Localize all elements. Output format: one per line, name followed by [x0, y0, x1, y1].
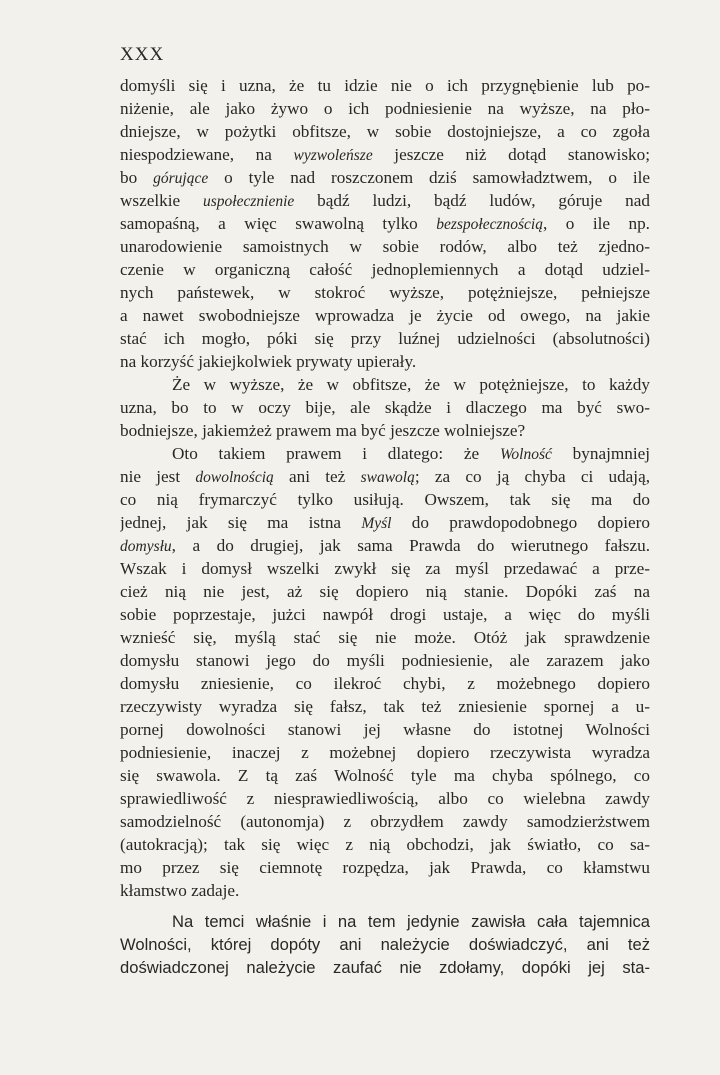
text-line: uzna, bo to w oczy bije, ale skądże i dlaczego ma być swo- [120, 398, 650, 417]
text-line: bo górujące o tyle nad roszczonem dziś samowładztwem, o ile [120, 168, 650, 187]
text-line: domysłu zniesienie, co ilekroć chybi, z możebnego dopiero [120, 674, 650, 693]
text-line: doświadczonej należycie zaufać nie zdołamy, dopóki jej sta- [120, 958, 650, 977]
text-line: niespodziewane, na wyzwoleńsze jeszcze niż dotąd stanowisko; [120, 145, 650, 164]
text-line: unarodowienie samoistnych w sobie rodów, albo też zjedno- [120, 237, 650, 256]
text-line: samodzielność (autonomja) z obrzydłem zawdy samodzierżstwem [120, 812, 650, 831]
text-line: Że w wyższe, że w obfitsze, że w potężniejsze, to każdy [172, 375, 650, 394]
text-line: domysłu, a do drugiej, jak sama Prawda do wierutnego fałszu. [120, 536, 650, 555]
text-line: wznieść się, myślą stać się nie może. Otóż jak sprawdzenie [120, 628, 650, 647]
text-line: stać ich mogło, póki się przy luźnej udzielności (absolutności) [120, 329, 650, 348]
text-line: pornej dowolności stanowi jej własne do istotnej Wolności [120, 720, 650, 739]
text-line: podniesienie, inaczej z możebnej dopiero rzeczywista wyradza [120, 743, 650, 762]
text-line: Wolności, której dopóty ani należycie doświadczyć, ani też [120, 935, 650, 954]
text-line: kłamstwo zadaje. [120, 881, 240, 900]
text-line: Wszak i domysł wszelki zwykł się za myśl przedawać a prze- [120, 559, 650, 578]
text-line: nie jest dowolnością ani też swawolą; za co ją chyba ci udają, [120, 467, 650, 486]
text-line: dniejsze, w pożytki obfitsze, w sobie dostojniejsze, a co zgoła [120, 122, 650, 141]
text-line: czenie w organiczną całość jednoplemiennych a dotąd udziel- [120, 260, 650, 279]
text-line: (autokracją); tak się więc z nią obchodzi, jak światło, co sa- [120, 835, 650, 854]
text-line: a nawet swobodniejsze wprowadza je życie od owego, na jakie [120, 306, 650, 325]
text-line: samopaśną, a więc swawolną tylko bezspołecznością, o ile np. [120, 214, 650, 233]
text-line: cież nią nie jest, aż się dopiero nią stanie. Dopóki zaś na [120, 582, 650, 601]
text-line: mo przez się ciemnotę rozpędza, jak Prawda, co kłamstwu [120, 858, 650, 877]
text-line: domyśli się i uzna, że tu idzie nie o ich przygnębienie lub po- [120, 76, 650, 95]
text-line: nych państewek, w stokroć wyższe, potężniejsze, pełniejsze [120, 283, 650, 302]
text-line: się swawola. Z tą zaś Wolność tyle ma chyba spólnego, co [120, 766, 650, 785]
body-text [120, 74, 650, 979]
text-line: sprawiedliwość z niesprawiedliwością, albo co wielebna zawdy [120, 789, 650, 808]
text-line: rzeczywisty wyradza się fałsz, tak też zniesienie spornej a u- [120, 697, 650, 716]
text-line: sobie poprzestaje, jużci nawpół drogi ustaje, a więc do myśli [120, 605, 650, 624]
text-line: wszelkie uspołecznienie bądź ludzi, bądź ludów, góruje nad [120, 191, 650, 210]
text-line: Oto takiem prawem i dlatego: że Wolność bynajmniej [172, 444, 650, 463]
text-line: jednej, jak się ma istna Myśl do prawdopodobnego dopiero [120, 513, 650, 532]
text-line: Na temci właśnie i na tem jedynie zawisła cała tajemnica [172, 912, 650, 931]
text-line: na korzyść jakiejkolwiek prywaty upierały. [120, 352, 417, 371]
text-line: domysłu stanowi jego do myśli podniesienie, ale zarazem jako [120, 651, 650, 670]
text-line: bodniejsze, jakiemżeż prawem ma być jeszcze wolniejsze? [120, 421, 526, 440]
page-number: XXX [120, 44, 165, 65]
text-line: co nią frymarczyć tylko usiłują. Owszem, tak się ma do [120, 490, 650, 509]
text-line: niżenie, ale jako żywo o ich podniesienie na wyższe, na pło- [120, 99, 650, 118]
